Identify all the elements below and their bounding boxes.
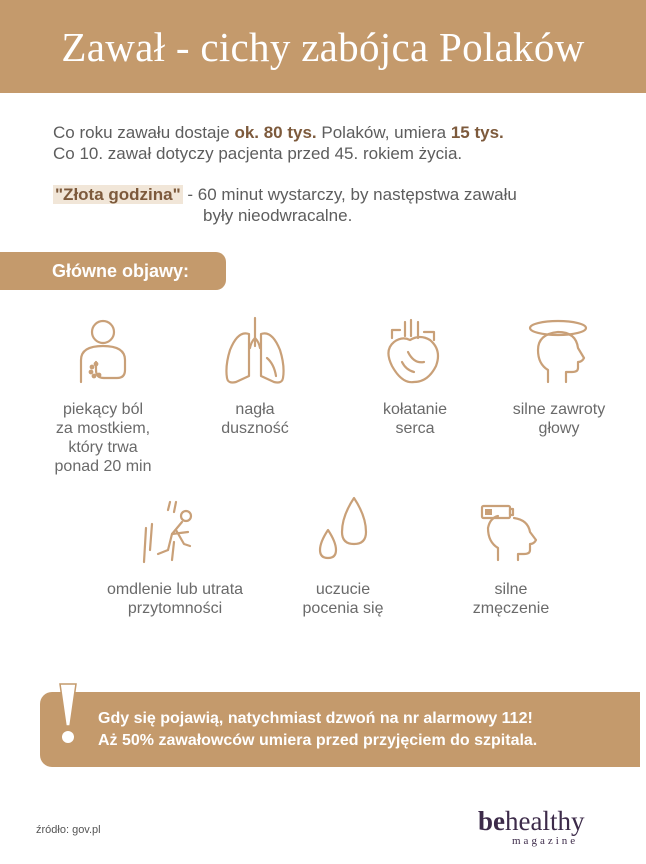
symptom-label: omdlenie lub utrata przytomności [106, 581, 244, 617]
symptom-label: silne zmęczenie [472, 581, 550, 617]
symptom-label: piekący ból za mostkiem, który trwa ponad 20 min [54, 401, 152, 475]
page-title: Zawał - cichy zabójca Polaków [61, 23, 585, 70]
symptom-label: nagła duszność [221, 401, 289, 437]
symptom-lungs [180, 316, 330, 438]
symptom-dizzy [484, 316, 634, 438]
golden-hour-note: "Złota godzina" - 60 minut wystarczy, by następstwa zawału były nieodwracalne. [55, 185, 517, 225]
low-battery-head-icon [476, 496, 546, 566]
intro-text [53, 122, 613, 164]
symptom-label: silne zawroty głowy [512, 401, 606, 437]
symptom-chest-pain [28, 316, 178, 476]
exclamation-icon [56, 682, 80, 746]
alert-text [98, 708, 628, 752]
alert-line-2: Aż 50% zawałowców umiera przed przyjęciem do szpitala. [98, 732, 538, 749]
heart-icon [380, 316, 450, 386]
intro-line-2: Co 10. zawał dotyczy pacjenta przed 45. rokiem życia. [53, 144, 463, 163]
lungs-icon [220, 316, 290, 386]
symptom-heart [340, 316, 490, 438]
brand-logo: behealthy [478, 806, 585, 836]
alert-line-1: Gdy się pojawią, natychmiast dzwoń na nr alarmowy 112! [98, 710, 533, 727]
source-note: źródło: gov.pl [36, 824, 101, 836]
symptom-fainting [100, 500, 250, 618]
dizzy-head-icon [524, 316, 594, 386]
sweat-drops-icon [308, 496, 378, 566]
symptom-label: uczucie pocenia się [302, 581, 384, 617]
symptom-sweat [268, 496, 418, 618]
section-title: Główne objawy: [52, 260, 190, 281]
golden-hour-highlight: "Złota godzina" [55, 185, 181, 204]
intro-line-1: Co roku zawału dostaje ok. 80 tys. Polaków, umiera 15 tys. [53, 123, 504, 142]
chest-pain-icon [68, 316, 138, 386]
symptom-label: kołatanie serca [382, 401, 448, 437]
symptom-fatigue [436, 496, 586, 618]
fainting-person-icon [140, 500, 210, 570]
brand-logo-subtitle: magazine [512, 835, 579, 847]
